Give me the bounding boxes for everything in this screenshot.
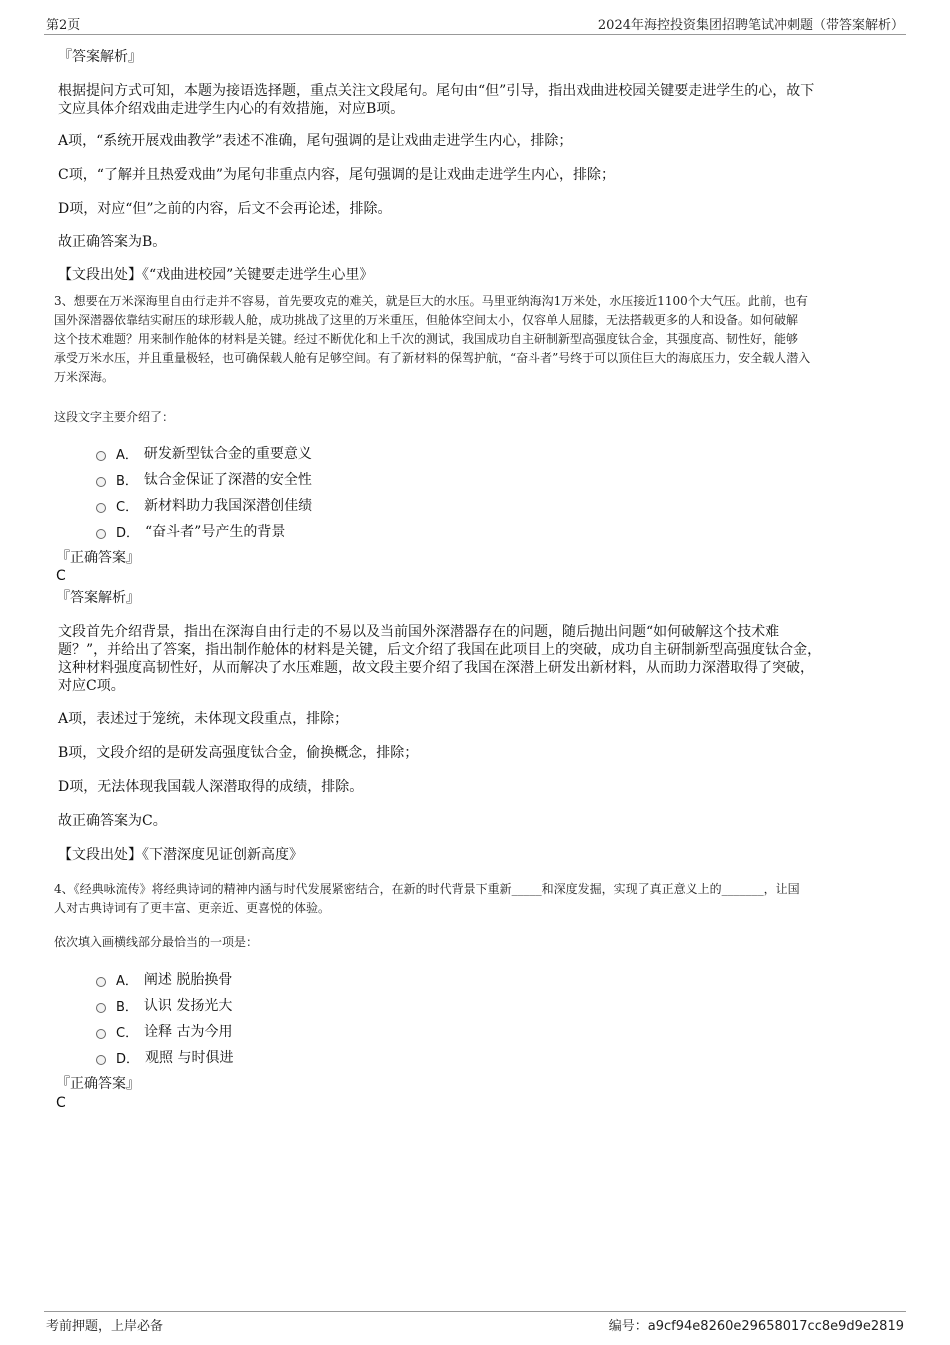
- document-code: [609, 1315, 904, 1334]
- q3-analysis-line-4: 对应C项。: [58, 678, 125, 694]
- radio-button-icon[interactable]: [96, 1029, 106, 1039]
- q4-stem-line-2: 人对古典诗词有了更丰富、更亲近、更喜悦的体验。: [54, 901, 331, 915]
- q2-analysis-option-a: A项，“系统开展戏曲教学”表述不准确，尾句强调的是让戏曲走进学生内心，排除；: [58, 133, 573, 149]
- q3-correct-answer: C: [56, 568, 66, 584]
- q3-analysis-label: 『答案解析』: [56, 590, 140, 606]
- option-letter: A．: [116, 447, 138, 463]
- radio-button-icon[interactable]: [96, 477, 106, 487]
- option-text: 阐述 脱胎换骨: [143, 972, 233, 988]
- option-letter: B．: [116, 999, 138, 1015]
- q3-correct-label: 『正确答案』: [56, 550, 140, 566]
- q4-question: 依次填入画横线部分最恰当的一项是：: [54, 935, 259, 949]
- code-label: 编号：: [608, 1319, 648, 1334]
- q4-stem-line-1: 4、《经典咏流传》将经典诗词的精神内涵与时代发展紧密结合，在新的时代背景下重新_____和深度发掘，实现了真正意义上的_______，让国: [54, 882, 800, 896]
- page-header: [44, 12, 906, 35]
- q3-analysis-option-a: A项，表述过于笼统，未体现文段重点，排除；: [58, 711, 349, 727]
- document-title: 2024年海控投资集团招聘笔试冲刺题（带答案解析）: [597, 18, 904, 33]
- option-text: 观照 与时俱进: [145, 1050, 234, 1066]
- option-letter: C．: [116, 1025, 139, 1041]
- radio-button-icon[interactable]: [96, 977, 106, 987]
- q2-analysis-line-1: 根据提问方式可知，本题为接语选择题，重点关注文段尾句。尾句由“但”引导，指出戏曲进校园关键要走进学生的心，故下: [58, 83, 815, 99]
- q2-conclusion: 故正确答案为B。: [58, 234, 167, 250]
- q3-source: 【文段出处】《下潜深度见证创新高度》: [58, 847, 303, 863]
- q3-analysis-line-2: 题？”，并给出了答案，指出制作舱体的材料是关键，后文介绍了我国在此项目上的突破，成功自主研制新型高强度钛合金，: [58, 642, 822, 658]
- q3-analysis-option-b: B项，文段介绍的是研发高强度钛合金，偷换概念，排除；: [58, 745, 419, 761]
- radio-button-icon[interactable]: [96, 1003, 106, 1013]
- q3-stem: [54, 292, 904, 387]
- option-text: 钛合金保证了深潜的安全性: [143, 472, 312, 488]
- q4-correct-label: 『正确答案』: [56, 1076, 140, 1092]
- option-text: 认识 发扬光大: [143, 998, 233, 1014]
- code-value: a9cf94e8260e29658017cc8e9d9e2819: [647, 1319, 904, 1334]
- page-number: 第2页: [46, 18, 81, 33]
- q3-stem-line-1: 3、想要在万米深海里自由行走并不容易，首先要攻克的难关，就是巨大的水压。马里亚纳海沟1万米处，水压接近1100个大气压。此前，也有: [54, 294, 808, 308]
- q3-analysis-line-3: 这种材料强度高韧性好，从而解决了水压难题，故文段主要介绍了我国在深潜上研发出新材料，从而助力深潜取得了突破，: [58, 660, 814, 676]
- q3-conclusion: 故正确答案为C。: [58, 813, 167, 829]
- page-footer: [44, 1311, 906, 1334]
- q2-analysis-label: 『答案解析』: [58, 49, 142, 65]
- q2-analysis-line-2: 文应具体介绍戏曲走进学生内心的有效措施，对应B项。: [58, 101, 405, 117]
- q3-analysis-option-d: D项，无法体现我国载人深潜取得的成绩，排除。: [58, 779, 364, 795]
- option-text: 诠释 古为今用: [144, 1024, 233, 1040]
- q2-source: 【文段出处】《“戏曲进校园”关键要走进学生心里》: [58, 267, 374, 283]
- q4-correct-answer: C: [56, 1095, 66, 1111]
- radio-button-icon[interactable]: [96, 451, 106, 461]
- radio-button-icon[interactable]: [96, 529, 106, 539]
- radio-button-icon[interactable]: [96, 1055, 106, 1065]
- q4-option-c[interactable]: [96, 1021, 233, 1041]
- q3-option-d[interactable]: [96, 521, 285, 541]
- q3-analysis-line-1: 文段首先介绍背景，指出在深海自由行走的不易以及当前国外深潜器存在的问题，随后抛出问题“如何破解这个技术难: [58, 624, 780, 640]
- q3-option-b[interactable]: [96, 469, 312, 489]
- q4-option-a[interactable]: [96, 969, 232, 989]
- q4-option-d[interactable]: [96, 1047, 233, 1067]
- q4-stem: [54, 880, 904, 918]
- q3-option-a[interactable]: [96, 443, 312, 463]
- option-text: 新材料助力我国深潜创佳绩: [144, 498, 313, 514]
- q3-stem-line-2: 国外深潜器依靠结实耐压的球形载人舱，成功挑战了这里的万米重压，但舱体空间太小，仅容单人屈膝，无法搭载更多的人和设备。如何破解: [54, 313, 799, 327]
- q2-analysis-option-c: C项，“了解并且热爱戏曲”为尾句非重点内容，尾句强调的是让戏曲走进学生内心，排除；: [58, 167, 616, 183]
- radio-button-icon[interactable]: [96, 503, 106, 513]
- q3-stem-line-5: 万米深海。: [54, 370, 115, 384]
- option-letter: D．: [116, 525, 140, 541]
- footer-slogan: 考前押题，上岸必备: [46, 1319, 164, 1334]
- q3-stem-line-4: 承受万米水压，并且重量极轻，也可确保载人舱有足够空间。有了新材料的保驾护航，“奋斗者”号终于可以顶住巨大的海底压力，安全载人潜入: [54, 351, 811, 365]
- q3-option-c[interactable]: [96, 495, 312, 515]
- q3-stem-line-3: 这个技术难题？用来制作舱体的材料是关键。经过不断优化和上千次的测试，我国成功自主研制新型高强度钛合金，其强度高、韧性好，能够: [54, 332, 799, 346]
- q3-question: 这段文字主要介绍了：: [54, 410, 175, 424]
- option-letter: D．: [116, 1051, 140, 1067]
- option-letter: A．: [116, 973, 138, 989]
- q2-analysis-option-d: D项，对应“但”之前的内容，后文不会再论述，排除。: [58, 201, 392, 217]
- option-text: 研发新型钛合金的重要意义: [143, 446, 312, 462]
- option-letter: C．: [116, 499, 139, 515]
- q4-option-b[interactable]: [96, 995, 232, 1015]
- option-text: “奋斗者”号产生的背景: [145, 524, 286, 540]
- option-letter: B．: [116, 473, 138, 489]
